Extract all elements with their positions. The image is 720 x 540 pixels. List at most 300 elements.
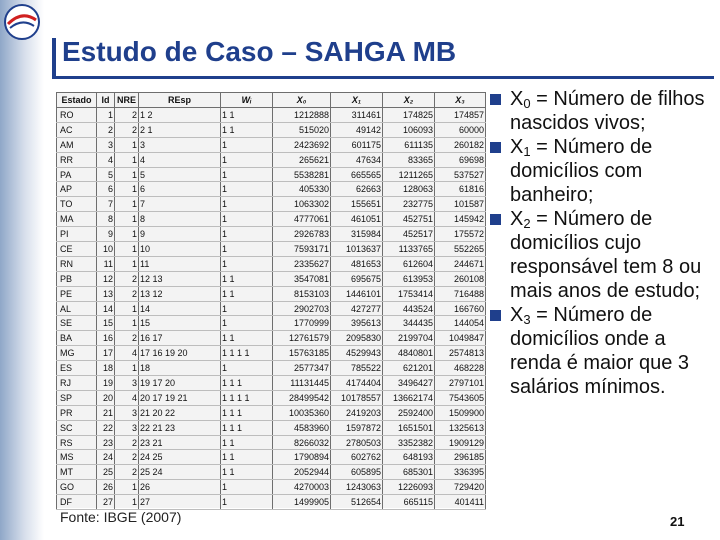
cell-x1: 695675 xyxy=(331,271,383,286)
definition-item xyxy=(490,135,715,207)
cell-nre: 2 xyxy=(115,271,139,286)
cell-x0: 405330 xyxy=(273,182,331,197)
cell-nre: 2 xyxy=(115,450,139,465)
cell-estado: PI xyxy=(57,227,97,242)
cell-nre: 1 xyxy=(115,212,139,227)
cell-resp: 24 25 xyxy=(139,450,221,465)
cell-x2: 452751 xyxy=(383,212,435,227)
cell-estado: MA xyxy=(57,212,97,227)
cell-x1: 601175 xyxy=(331,137,383,152)
cell-x2: 4840801 xyxy=(383,346,435,361)
cell-resp: 19 17 20 xyxy=(139,376,221,391)
cell-x1: 1013637 xyxy=(331,242,383,257)
cell-x2: 613953 xyxy=(383,271,435,286)
cell-nre: 3 xyxy=(115,405,139,420)
square-bullet-icon xyxy=(490,94,501,105)
cell-x1: 461051 xyxy=(331,212,383,227)
column-header: Estado xyxy=(57,93,97,108)
cell-nre: 1 xyxy=(115,316,139,331)
cell-wi: 1 xyxy=(221,227,273,242)
cell-id: 22 xyxy=(97,420,115,435)
cell-estado: GO xyxy=(57,480,97,495)
cell-x1: 785522 xyxy=(331,361,383,376)
cell-x3: 1909129 xyxy=(435,435,486,450)
cell-wi: 1 xyxy=(221,242,273,257)
variable-description: = Número de domicílios cujo responsável tem 8 ou mais anos de estudo; xyxy=(510,208,702,302)
cell-x1: 4174404 xyxy=(331,376,383,391)
cell-resp: 26 xyxy=(139,480,221,495)
cell-x0: 1499905 xyxy=(273,495,331,510)
cell-x0: 1770999 xyxy=(273,316,331,331)
cell-wi: 1 1 xyxy=(221,450,273,465)
cell-resp: 11 xyxy=(139,256,221,271)
cell-id: 2 xyxy=(97,122,115,137)
cell-x1: 4529943 xyxy=(331,346,383,361)
cell-resp: 7 xyxy=(139,197,221,212)
cell-wi: 1 1 xyxy=(221,286,273,301)
cell-id: 15 xyxy=(97,316,115,331)
table-row xyxy=(57,108,486,123)
slide-title: Estudo de Caso – SAHGA MB xyxy=(62,36,457,67)
table-row xyxy=(57,227,486,242)
cell-resp: 6 xyxy=(139,182,221,197)
cell-x0: 1212888 xyxy=(273,108,331,123)
cell-x1: 605895 xyxy=(331,465,383,480)
cell-id: 13 xyxy=(97,286,115,301)
column-header: NRE xyxy=(115,93,139,108)
variable-definitions-list xyxy=(490,87,715,399)
cell-nre: 2 xyxy=(115,108,139,123)
cell-x2: 621201 xyxy=(383,361,435,376)
cell-x0: 1063302 xyxy=(273,197,331,212)
cell-id: 7 xyxy=(97,197,115,212)
cell-id: 8 xyxy=(97,212,115,227)
table-body xyxy=(57,108,486,510)
cell-x3: 174857 xyxy=(435,108,486,123)
cell-id: 14 xyxy=(97,301,115,316)
cell-id: 19 xyxy=(97,376,115,391)
cell-estado: PB xyxy=(57,271,97,286)
cell-x2: 1651501 xyxy=(383,420,435,435)
cell-resp: 8 xyxy=(139,212,221,227)
column-header: Id xyxy=(97,93,115,108)
cell-x3: 244671 xyxy=(435,256,486,271)
cell-nre: 4 xyxy=(115,390,139,405)
cell-estado: TO xyxy=(57,197,97,212)
cell-x1: 2780503 xyxy=(331,435,383,450)
cell-nre: 1 xyxy=(115,182,139,197)
cell-wi: 1 1 xyxy=(221,122,273,137)
cell-x3: 1325613 xyxy=(435,420,486,435)
cell-wi: 1 1 1 1 xyxy=(221,390,273,405)
cell-x0: 2902703 xyxy=(273,301,331,316)
cell-nre: 1 xyxy=(115,256,139,271)
cell-x1: 1243063 xyxy=(331,480,383,495)
cell-nre: 2 xyxy=(115,122,139,137)
cell-nre: 3 xyxy=(115,376,139,391)
cell-estado: SC xyxy=(57,420,97,435)
cell-x0: 5538281 xyxy=(273,167,331,182)
cell-wi: 1 1 1 xyxy=(221,420,273,435)
cell-wi: 1 xyxy=(221,480,273,495)
cell-x3: 144054 xyxy=(435,316,486,331)
cell-id: 26 xyxy=(97,480,115,495)
cell-x0: 4777061 xyxy=(273,212,331,227)
cell-wi: 1 xyxy=(221,316,273,331)
cell-x0: 2052944 xyxy=(273,465,331,480)
cell-x0: 265621 xyxy=(273,152,331,167)
cell-nre: 2 xyxy=(115,331,139,346)
cell-id: 20 xyxy=(97,390,115,405)
cell-x2: 106093 xyxy=(383,122,435,137)
cell-estado: MT xyxy=(57,465,97,480)
cell-id: 16 xyxy=(97,331,115,346)
cell-resp: 1 2 xyxy=(139,108,221,123)
table-row xyxy=(57,480,486,495)
cell-wi: 1 1 1 1 xyxy=(221,346,273,361)
table-row xyxy=(57,331,486,346)
definition-text xyxy=(510,136,652,206)
cell-resp: 15 xyxy=(139,316,221,331)
cell-id: 1 xyxy=(97,108,115,123)
page-number: 21 xyxy=(670,514,685,529)
cell-estado: AP xyxy=(57,182,97,197)
cell-x2: 611135 xyxy=(383,137,435,152)
cell-x0: 28499542 xyxy=(273,390,331,405)
inpe-logo xyxy=(2,2,42,42)
cell-estado: SE xyxy=(57,316,97,331)
cell-x1: 155651 xyxy=(331,197,383,212)
cell-nre: 4 xyxy=(115,346,139,361)
table-row xyxy=(57,465,486,480)
cell-x3: 61816 xyxy=(435,182,486,197)
cell-x3: 7543605 xyxy=(435,390,486,405)
variable-subscript: 1 xyxy=(523,144,531,159)
cell-x1: 395613 xyxy=(331,316,383,331)
cell-id: 10 xyxy=(97,242,115,257)
cell-x0: 8153103 xyxy=(273,286,331,301)
cell-estado: MS xyxy=(57,450,97,465)
cell-nre: 1 xyxy=(115,137,139,152)
cell-resp: 10 xyxy=(139,242,221,257)
cell-x3: 537527 xyxy=(435,167,486,182)
cell-id: 5 xyxy=(97,167,115,182)
cell-id: 24 xyxy=(97,450,115,465)
cell-resp: 5 xyxy=(139,167,221,182)
cell-resp: 25 24 xyxy=(139,465,221,480)
cell-x1: 10178557 xyxy=(331,390,383,405)
cell-estado: SP xyxy=(57,390,97,405)
cell-x2: 1226093 xyxy=(383,480,435,495)
cell-x1: 315984 xyxy=(331,227,383,242)
table-row xyxy=(57,301,486,316)
source-note: Fonte: IBGE (2007) xyxy=(60,509,182,525)
column-header: X₂ xyxy=(383,93,435,108)
cell-resp: 16 17 xyxy=(139,331,221,346)
cell-x2: 2199704 xyxy=(383,331,435,346)
cell-x3: 1049847 xyxy=(435,331,486,346)
cell-nre: 2 xyxy=(115,465,139,480)
cell-x2: 3496427 xyxy=(383,376,435,391)
cell-x3: 175572 xyxy=(435,227,486,242)
variable-subscript: 3 xyxy=(523,312,531,327)
cell-wi: 1 1 1 xyxy=(221,405,273,420)
cell-nre: 1 xyxy=(115,167,139,182)
cell-wi: 1 xyxy=(221,167,273,182)
cell-resp: 4 xyxy=(139,152,221,167)
cell-estado: AM xyxy=(57,137,97,152)
cell-x1: 62663 xyxy=(331,182,383,197)
cell-x2: 344435 xyxy=(383,316,435,331)
variable-description: = Número de domicílios com banheiro; xyxy=(510,136,653,206)
cell-x3: 166760 xyxy=(435,301,486,316)
cell-id: 6 xyxy=(97,182,115,197)
cell-x1: 1597872 xyxy=(331,420,383,435)
cell-wi: 1 1 xyxy=(221,435,273,450)
cell-estado: RS xyxy=(57,435,97,450)
table-row xyxy=(57,122,486,137)
cell-estado: MG xyxy=(57,346,97,361)
cell-x2: 232775 xyxy=(383,197,435,212)
cell-wi: 1 xyxy=(221,256,273,271)
cell-id: 12 xyxy=(97,271,115,286)
cell-x2: 83365 xyxy=(383,152,435,167)
table-header-row xyxy=(57,93,486,108)
cell-nre: 1 xyxy=(115,152,139,167)
cell-wi: 1 1 1 xyxy=(221,376,273,391)
table-row xyxy=(57,405,486,420)
cell-wi: 1 xyxy=(221,495,273,510)
table-row xyxy=(57,256,486,271)
table-row xyxy=(57,271,486,286)
cell-resp: 22 21 23 xyxy=(139,420,221,435)
cell-x0: 2423692 xyxy=(273,137,331,152)
table-row xyxy=(57,182,486,197)
cell-x3: 260108 xyxy=(435,271,486,286)
cell-x3: 716488 xyxy=(435,286,486,301)
cell-x0: 4270003 xyxy=(273,480,331,495)
cell-x1: 311461 xyxy=(331,108,383,123)
cell-resp: 12 13 xyxy=(139,271,221,286)
cell-x3: 468228 xyxy=(435,361,486,376)
cell-x2: 2592400 xyxy=(383,405,435,420)
cell-x2: 443524 xyxy=(383,301,435,316)
cell-x2: 1133765 xyxy=(383,242,435,257)
cell-x1: 47634 xyxy=(331,152,383,167)
variable-symbol: X xyxy=(510,136,524,158)
cell-id: 3 xyxy=(97,137,115,152)
cell-x1: 427277 xyxy=(331,301,383,316)
cell-id: 4 xyxy=(97,152,115,167)
cell-x2: 452517 xyxy=(383,227,435,242)
cell-x3: 2797101 xyxy=(435,376,486,391)
table-row xyxy=(57,361,486,376)
cell-resp: 9 xyxy=(139,227,221,242)
cell-id: 17 xyxy=(97,346,115,361)
cell-x1: 665565 xyxy=(331,167,383,182)
cell-x0: 12761579 xyxy=(273,331,331,346)
cell-x1: 2419203 xyxy=(331,405,383,420)
cell-wi: 1 1 xyxy=(221,108,273,123)
cell-x1: 602762 xyxy=(331,450,383,465)
definition-item xyxy=(490,87,715,135)
column-header: Wᵢ xyxy=(221,93,273,108)
cell-estado: BA xyxy=(57,331,97,346)
table-row xyxy=(57,212,486,227)
cell-id: 21 xyxy=(97,405,115,420)
cell-estado: PA xyxy=(57,167,97,182)
cell-estado: ES xyxy=(57,361,97,376)
cell-id: 11 xyxy=(97,256,115,271)
cell-x1: 481653 xyxy=(331,256,383,271)
cell-resp: 3 xyxy=(139,137,221,152)
cell-x3: 2574813 xyxy=(435,346,486,361)
cell-x3: 145942 xyxy=(435,212,486,227)
table-row xyxy=(57,346,486,361)
cell-x0: 8266032 xyxy=(273,435,331,450)
cell-id: 25 xyxy=(97,465,115,480)
cell-id: 23 xyxy=(97,435,115,450)
variable-symbol: X xyxy=(510,208,524,230)
table-row xyxy=(57,316,486,331)
table-row xyxy=(57,167,486,182)
square-bullet-icon xyxy=(490,310,501,321)
cell-id: 9 xyxy=(97,227,115,242)
cell-x3: 336395 xyxy=(435,465,486,480)
cell-resp: 23 21 xyxy=(139,435,221,450)
cell-nre: 3 xyxy=(115,420,139,435)
cell-x0: 515020 xyxy=(273,122,331,137)
table-row xyxy=(57,450,486,465)
table-row xyxy=(57,376,486,391)
cell-x2: 612604 xyxy=(383,256,435,271)
variable-symbol: X xyxy=(510,88,524,110)
cell-nre: 2 xyxy=(115,286,139,301)
cell-wi: 1 xyxy=(221,212,273,227)
cell-nre: 1 xyxy=(115,227,139,242)
variable-symbol: X xyxy=(510,304,524,326)
cell-x1: 512654 xyxy=(331,495,383,510)
cell-wi: 1 1 xyxy=(221,465,273,480)
cell-x0: 2926783 xyxy=(273,227,331,242)
variable-subscript: 0 xyxy=(523,96,531,111)
cell-x3: 60000 xyxy=(435,122,486,137)
cell-wi: 1 xyxy=(221,197,273,212)
cell-resp: 21 20 22 xyxy=(139,405,221,420)
cell-nre: 1 xyxy=(115,361,139,376)
cell-x3: 101587 xyxy=(435,197,486,212)
cell-nre: 1 xyxy=(115,301,139,316)
cell-x0: 10035360 xyxy=(273,405,331,420)
variable-description: = Número de filhos nascidos vivos; xyxy=(510,88,705,134)
cell-estado: RR xyxy=(57,152,97,167)
cell-x2: 128063 xyxy=(383,182,435,197)
cell-estado: RO xyxy=(57,108,97,123)
column-header: X₃ xyxy=(435,93,486,108)
cell-nre: 1 xyxy=(115,197,139,212)
variable-description: = Número de domicílios onde a renda é maior que 3 salários mínimos. xyxy=(510,304,690,398)
cell-x0: 7593171 xyxy=(273,242,331,257)
table-row xyxy=(57,435,486,450)
cell-x2: 1211265 xyxy=(383,167,435,182)
cell-id: 27 xyxy=(97,495,115,510)
cell-estado: RJ xyxy=(57,376,97,391)
cell-wi: 1 xyxy=(221,152,273,167)
cell-estado: PR xyxy=(57,405,97,420)
cell-id: 18 xyxy=(97,361,115,376)
cell-x3: 260182 xyxy=(435,137,486,152)
cell-x2: 3352382 xyxy=(383,435,435,450)
cell-x3: 729420 xyxy=(435,480,486,495)
table-row xyxy=(57,152,486,167)
cell-resp: 20 17 19 21 xyxy=(139,390,221,405)
cell-estado: DF xyxy=(57,495,97,510)
cell-estado: PE xyxy=(57,286,97,301)
cell-x2: 1753414 xyxy=(383,286,435,301)
cell-resp: 17 16 19 20 xyxy=(139,346,221,361)
cell-estado: AL xyxy=(57,301,97,316)
table-row xyxy=(57,420,486,435)
table-row xyxy=(57,197,486,212)
definition-item xyxy=(490,303,715,399)
cell-x0: 11131445 xyxy=(273,376,331,391)
cell-x2: 665115 xyxy=(383,495,435,510)
cell-resp: 18 xyxy=(139,361,221,376)
column-header: X₀ xyxy=(273,93,331,108)
left-decorative-rail xyxy=(0,0,44,540)
title-underline xyxy=(52,76,714,79)
cell-wi: 1 xyxy=(221,182,273,197)
cell-nre: 1 xyxy=(115,495,139,510)
column-header: X₁ xyxy=(331,93,383,108)
cell-wi: 1 1 xyxy=(221,271,273,286)
cell-resp: 2 1 xyxy=(139,122,221,137)
cell-x0: 15763185 xyxy=(273,346,331,361)
cell-nre: 2 xyxy=(115,435,139,450)
cell-estado: AC xyxy=(57,122,97,137)
cell-resp: 13 12 xyxy=(139,286,221,301)
table-row xyxy=(57,495,486,510)
cell-wi: 1 xyxy=(221,137,273,152)
cell-estado: RN xyxy=(57,256,97,271)
definition-text xyxy=(510,88,705,134)
cell-nre: 1 xyxy=(115,242,139,257)
table-row xyxy=(57,390,486,405)
table-row xyxy=(57,286,486,301)
cell-wi: 1 1 xyxy=(221,331,273,346)
cell-x1: 49142 xyxy=(331,122,383,137)
cell-x2: 13662174 xyxy=(383,390,435,405)
cell-x3: 401411 xyxy=(435,495,486,510)
cell-nre: 1 xyxy=(115,480,139,495)
cell-resp: 27 xyxy=(139,495,221,510)
data-table-container xyxy=(56,92,485,508)
square-bullet-icon xyxy=(490,142,501,153)
cell-x3: 69698 xyxy=(435,152,486,167)
cell-x0: 4583960 xyxy=(273,420,331,435)
cell-x1: 1446101 xyxy=(331,286,383,301)
cell-x3: 1509900 xyxy=(435,405,486,420)
cell-estado: CE xyxy=(57,242,97,257)
cell-x0: 2335627 xyxy=(273,256,331,271)
definition-text xyxy=(510,208,701,302)
cell-x2: 174825 xyxy=(383,108,435,123)
variable-subscript: 2 xyxy=(523,216,531,231)
table-row xyxy=(57,242,486,257)
definition-text xyxy=(510,304,689,398)
cell-x2: 685301 xyxy=(383,465,435,480)
cell-x3: 552265 xyxy=(435,242,486,257)
